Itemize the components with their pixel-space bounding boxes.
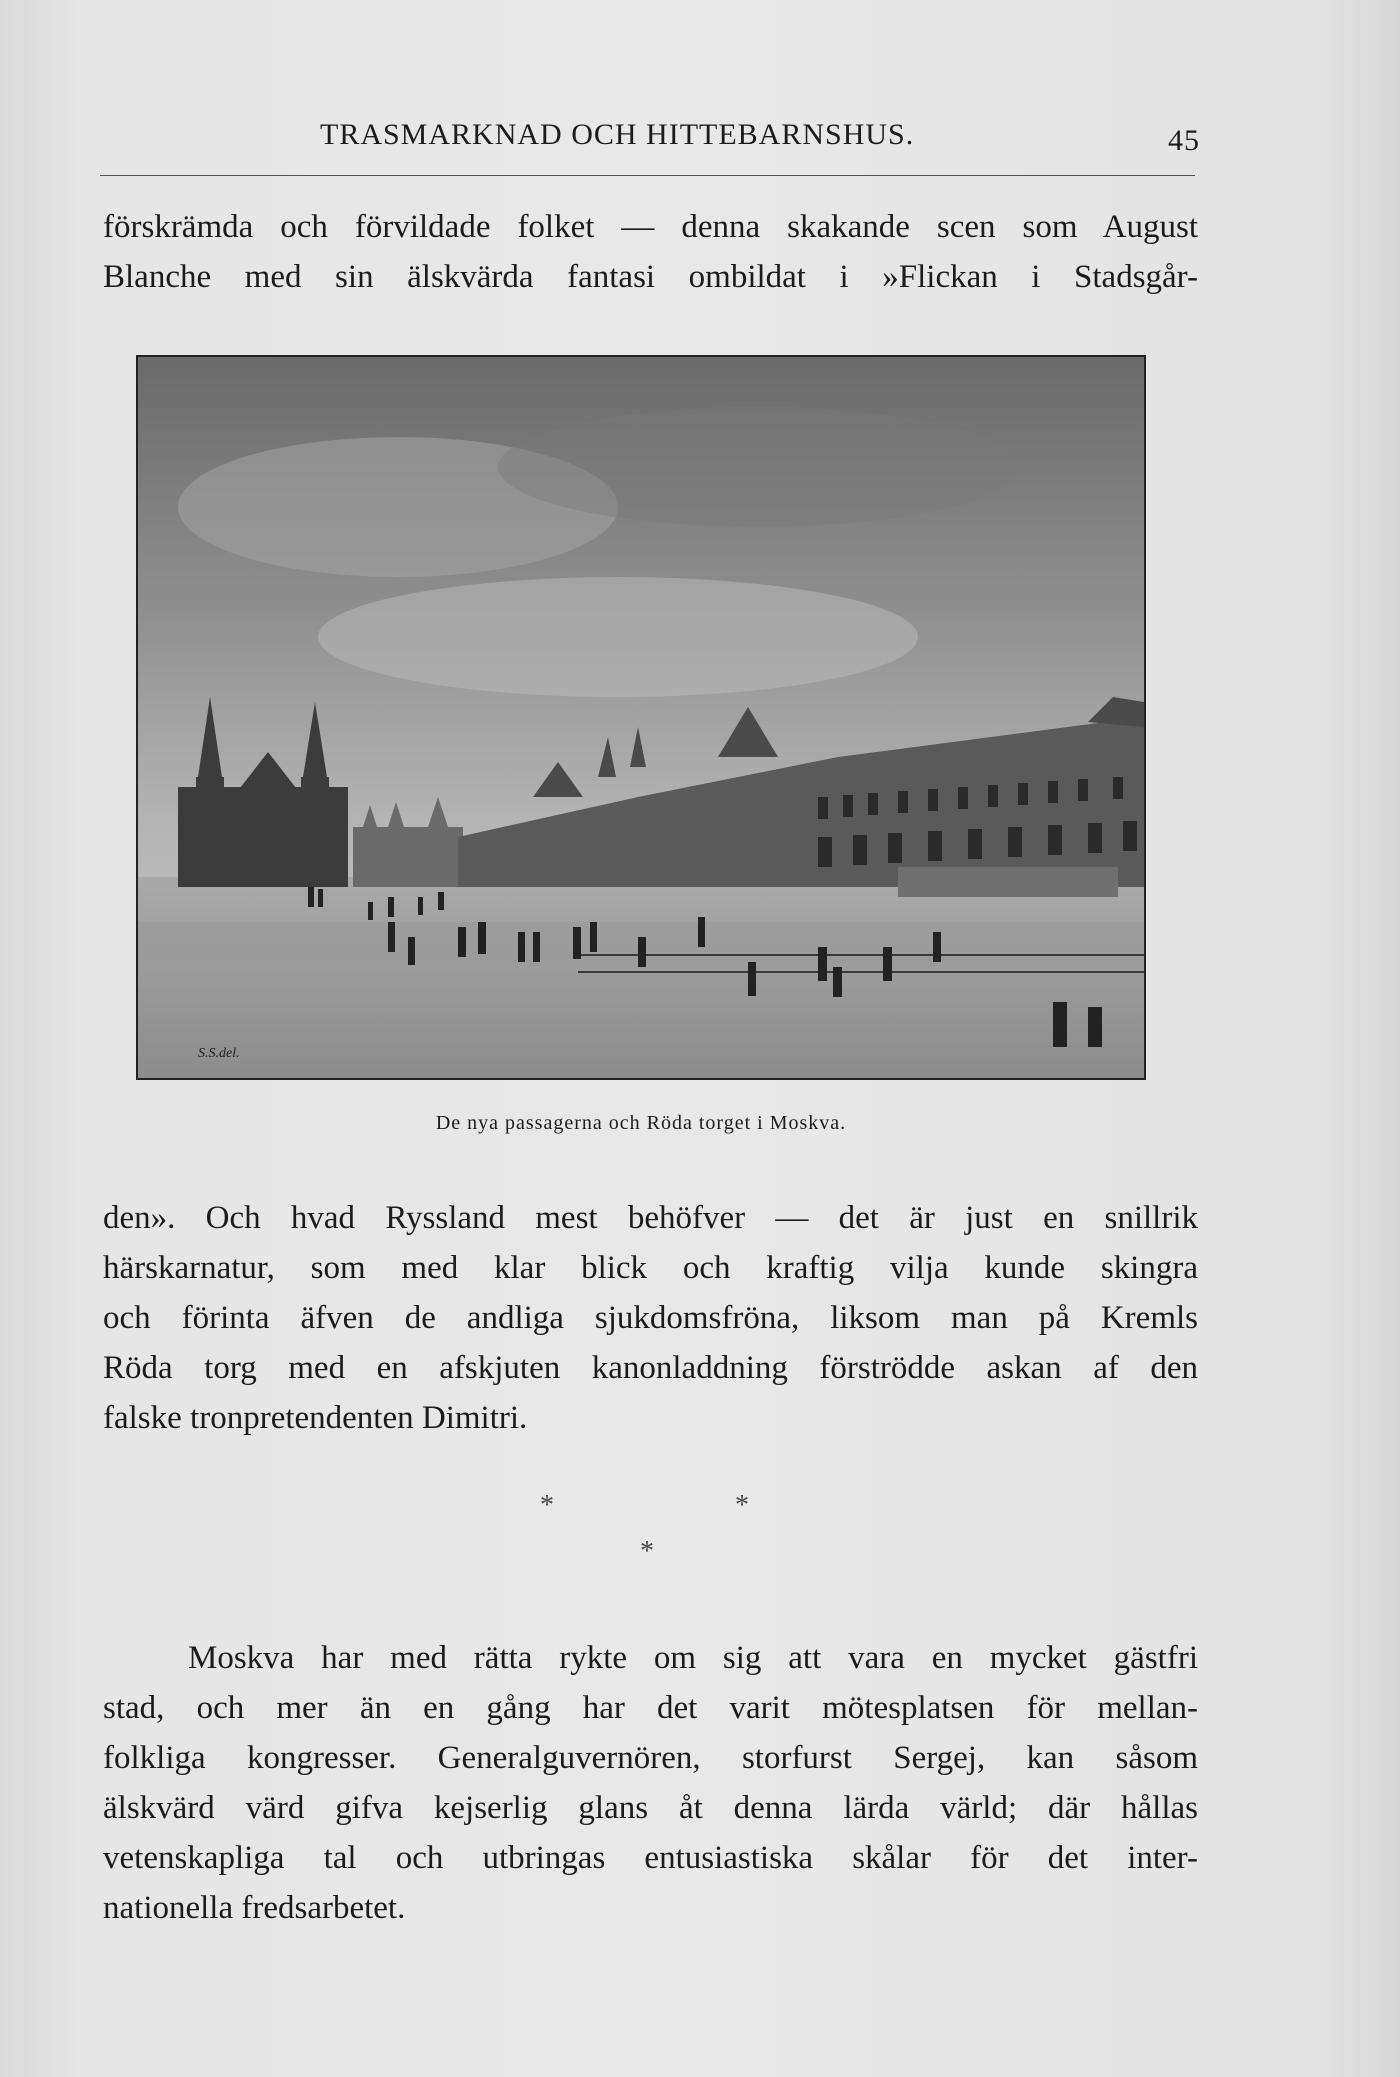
section-separator-star: * xyxy=(735,1490,749,1521)
text-line: Blanche med sin älskvärda fantasi ombildat i »Flickan i Stadsgår- xyxy=(103,259,1198,295)
figure-caption: De nya passagerna och Röda torget i Moskva. xyxy=(435,1112,847,1134)
text-line: och förinta äfven de andliga sjukdomsfröna, liksom man på Kremls xyxy=(103,1300,1198,1336)
text-line: förskrämda och förvildade folket — denna skakande scen som August xyxy=(103,209,1198,245)
paragraph-3 xyxy=(103,1633,1198,1933)
illustration-red-square xyxy=(136,355,1146,1080)
monument xyxy=(898,867,1118,897)
text-line: folkliga kongresser. Generalguvernören, storfurst Sergej, kan såsom xyxy=(103,1740,1198,1776)
text-line: härskarnatur, som med klar blick och kraftig vilja kunde skingra xyxy=(103,1250,1198,1286)
section-separator-star: * xyxy=(640,1536,654,1567)
header-rule xyxy=(100,175,1195,176)
section-separator-star: * xyxy=(540,1490,554,1521)
text-line: älskvärd värd gifva kejserlig glans åt denna lärda värld; där hållas xyxy=(103,1790,1198,1826)
page-number: 45 xyxy=(1168,124,1200,157)
running-title: TRASMARKNAD OCH HITTEBARNSHUS. xyxy=(320,118,915,151)
paragraph-2 xyxy=(103,1193,1198,1443)
text-line: nationella fredsarbetet. xyxy=(103,1890,406,1926)
text-line: stad, och mer än en gång har det varit mötesplatsen för mellan- xyxy=(103,1690,1198,1726)
text-line: vetenskapliga tal och utbringas entusiastiska skålar för det inter- xyxy=(103,1840,1198,1876)
text-line: den». Och hvad Ryssland mest behöfver — det är just en snillrik xyxy=(103,1200,1198,1236)
illustrator-signature: S.S.del. xyxy=(198,1046,240,1061)
text-line: falske tronpretendenten Dimitri. xyxy=(103,1400,528,1436)
page-header xyxy=(320,118,1200,158)
text-line: Röda torg med en afskjuten kanonladdning förströdde askan af den xyxy=(103,1350,1198,1386)
paragraph-1 xyxy=(103,202,1198,302)
text-line: Moskva har med rätta rykte om sig att vara en mycket gästfri xyxy=(188,1640,1198,1676)
